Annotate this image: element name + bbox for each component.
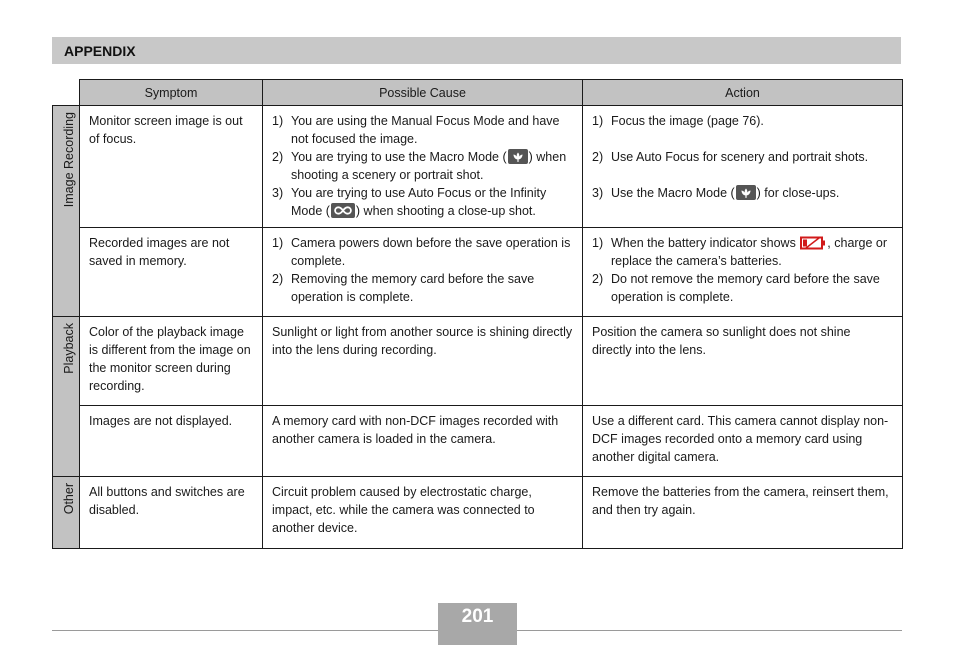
column-header-cause: Possible Cause <box>263 80 583 106</box>
list-item: 3) Use the Macro Mode ( ) for close-ups. <box>592 186 840 200</box>
column-header-action: Action <box>583 80 903 106</box>
battery-low-icon <box>800 236 826 250</box>
column-header-symptom: Symptom <box>80 80 263 106</box>
list-item: 2) Removing the memory card before the save operation is complete. <box>272 272 535 304</box>
table-row <box>53 477 903 549</box>
list-item: 1) Camera powers down before the save operation is complete. <box>272 236 571 268</box>
table-header-row <box>53 80 903 106</box>
action-cell: Use a different card. This camera cannot display non-DCF images recorded onto a memory card using another digital camera. <box>583 406 903 477</box>
cause-cell <box>263 228 583 317</box>
table-row <box>53 228 903 317</box>
troubleshooting-table <box>52 79 903 549</box>
symptom-cell: Color of the playback image is different from the image on the monitor screen during recording. <box>80 317 263 406</box>
table-row <box>53 106 903 228</box>
cause-cell <box>263 106 583 228</box>
table-row <box>53 406 903 477</box>
list-item: 1) You are using the Manual Focus Mode and have not focused the image. <box>272 114 560 146</box>
list-item: 2) Use Auto Focus for scenery and portrait shots. <box>592 150 869 164</box>
symptom-cell: Monitor screen image is out of focus. <box>80 106 263 228</box>
infinity-icon <box>331 203 355 218</box>
symptom-cell: Recorded images are not saved in memory. <box>80 228 263 317</box>
table-row <box>53 317 903 406</box>
action-cell <box>583 228 903 317</box>
cause-cell: A memory card with non-DCF images recorded with another camera is loaded in the camera. <box>263 406 583 477</box>
group-label-other: Other <box>53 477 80 549</box>
action-cell: Position the camera so sunlight does not shine directly into the lens. <box>583 317 903 406</box>
list-item: 2) Do not remove the memory card before the save operation is complete. <box>592 272 880 304</box>
list-item: 2) You are trying to use the Macro Mode ( ) when shooting a scenery or portrait shot. <box>272 150 567 182</box>
list-item: 1) When the battery indicator shows , charge or replace the camera’s batteries. <box>592 236 888 268</box>
header-corner <box>53 80 80 106</box>
group-label-playback: Playback <box>53 317 80 477</box>
cause-cell: Circuit problem caused by electrostatic charge, impact, etc. while the camera was connected to another device. <box>263 477 583 549</box>
macro-icon <box>736 185 756 200</box>
group-label-image-recording: Image Recording <box>53 106 80 317</box>
list-spacer <box>592 166 893 184</box>
section-header-bar <box>52 37 901 64</box>
page-number-box <box>438 603 517 645</box>
symptom-cell: All buttons and switches are disabled. <box>80 477 263 549</box>
list-item: 3) You are trying to use Auto Focus or the Infinity Mode ( ) when shooting a close-up shot. <box>272 186 547 218</box>
page-number: 201 <box>461 606 494 627</box>
macro-icon <box>508 149 528 164</box>
cause-cell: Sunlight or light from another source is shining directly into the lens during recording. <box>263 317 583 406</box>
action-cell <box>583 106 903 228</box>
list-item: 1) Focus the image (page 76). <box>592 114 764 128</box>
list-spacer <box>592 130 893 148</box>
symptom-cell: Images are not displayed. <box>80 406 263 477</box>
section-title: APPENDIX <box>64 43 136 59</box>
action-cell: Remove the batteries from the camera, reinsert them, and then try again. <box>583 477 903 549</box>
